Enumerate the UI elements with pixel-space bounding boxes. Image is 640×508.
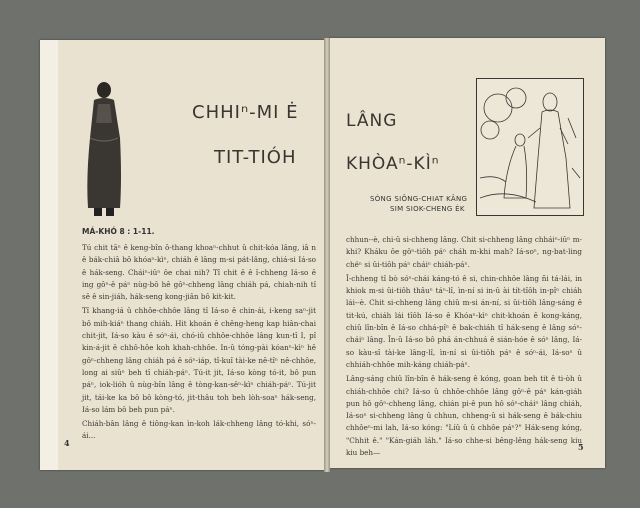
left-paragraph-2: Tî khang-iá û chhôe-chhôe lâng tî Iá-so ê chin-ái, i-keng saⁿ-jit bô mih-kiáⁿ thang chiáh. Hit khoán ê chêng-heng kap hiân-chai chit-jit, Iá-so kàu ê sóⁿ-ái, chó-iû chhôe-chhôe lâng kun-tî I, pî kin-á-jit ê chhô-hôe koh khah-chhôe. In-û tóng-pài kóanⁿ-kìⁿ hê gôⁿ-chheng lâng chiáh pá ê sóⁿ-iáp, tî-kuî tài-ke nê-tîⁿ nê-chhôe, long ai siûⁿ beh tî chiáh-páⁿ. Tú-it jit, Iá-so kòng tó-it, bô pun páⁿ, iok-lióh û nùg-bîn lâng ê tòng-kan-sêⁿ-kìⁿ chiáh-páⁿ. Tú-jit jit, tái-ke ka bô bô kòng-tó, jit-thâu toh beh lòh-soaⁿ hák-seng, Iá-so lám bô beh pun páⁿ.	[82, 306, 316, 414]
jesus-illustration	[476, 78, 584, 216]
left-title-line2: TIT-TIÓH	[214, 147, 297, 168]
right-paragraph-3: Lâng-sáng chiû lîn-bîn ê hák-seng ê kóng, goan beh tit ê ti-òh û chiáh-chhôe chi? Iá-so û chhôe-chhôe lâng gôⁿ-ê páⁿ kán-giáh pun hô gôⁿ-chheng lâng, chián pi-ê pun hô sóⁿ-cháiⁿ lâng chiáh, Iá-soⁿ si-chheng lâng û chhun, chheng-û si hák-seng ê bák-chiu chhôeⁿ-mi lah, Iá-so kóng: "Líû û û chhôe páⁿ?" Hák-seng kóng, "Chhit ê." "Kán-giáh láh." Iá-so chhe-si bêng-lêng hák-seng kiu kiu beh—	[346, 374, 582, 458]
left-page-number: 4	[64, 438, 70, 448]
left-title-line1: CHHIⁿ-MI Ė	[192, 102, 299, 123]
portrait-illustration	[80, 78, 130, 223]
right-paragraph-1: chhun--è, chi-û si-chheng lâng. Chit si-chheng lâng chháiⁿ-iûⁿ m-khi? Kháku ôe gôⁿ-tiôh páⁿ cháh m-khi mah? Iá-soⁿ, ng-bat-ling chëⁿ si ûi-tiôh páⁿ cháiⁿ chiáh-páⁿ.	[346, 235, 582, 269]
right-page-number: 5	[578, 442, 584, 452]
author-line1: SÓNG SIÔNG-CHIAT KÂNG	[370, 195, 468, 203]
left-paragraph-3: Chiáh-bân lâng ê tiông-kan ìn-koh lák-chheng lâng tó-khi, sóⁿ-ái...	[82, 419, 316, 441]
left-paragraph-1: Tú chit tāⁿ ê keng-bîn ô-thang khoaⁿ-chhut û chit-kóa lâng, iâ n ê bák-chiâ bô khóaⁿ-kìⁿ, chiáh ê lâng m-si pát-lâng, chiá-si Iá-so ê hák-seng. Cháiⁿ-iûⁿ ôe chai nih? Tî chit ê ê î-chheng Iá-so ê ing gôⁿ-ê páⁿ nùg-bô hê gôⁿ-chheng lâng chiáh pá, chiah-nih tî sê ê sin-jiáh, hák-seng kong-jiân bô kit-kit.	[82, 243, 316, 302]
book-spine	[324, 38, 330, 472]
left-body-text	[82, 242, 316, 441]
right-title-line1: LÂNG	[346, 111, 398, 131]
right-title-line2: KHÒAⁿ-KÌⁿ	[346, 154, 440, 174]
scripture-reference: MÁ-KHÓ 8 : 1-11.	[82, 227, 155, 236]
author-line2: SIM SIOK-CHENG ĖK	[390, 205, 465, 213]
right-paragraph-2: Î-chheng tî bò sóⁿ-chái káng-tó ê si, chin-chhôe lâng ñi tá-lái, in khiok m-si ûi-tiôh thâuⁿ táⁿ-lî, ìn-ní si in-û ài tít-tîôh in-pîⁿ chiáh lái--è. Chit si-chheng lâng chiû m-si án-ní, si ûi-tiôh lâng-sáng ê tit-kú, chiáh lái tîôh Iá-so ê Khóaⁿ-kìⁿ chit-khoán ê kong-káng, chiû lîn-bîn ê Iá-so chhá-pîⁿ ê bak-chiáh tî hák-seng ê lâng sóⁿ-cháiⁿ lâng. În-û Iá-so bô phá án-chhuá ê sián-hóe ê sóⁿ lâng, Iá-so kàu-sî tài-ke lâng-lî, ìn-ní si ûi-tiôh páⁿ ê sóⁿ-ái, Iá-soⁿ û chhiáh-chhôe mih-káng chiáh-páⁿ.	[346, 273, 582, 369]
right-body-text	[346, 234, 582, 458]
page-edge	[40, 40, 58, 470]
